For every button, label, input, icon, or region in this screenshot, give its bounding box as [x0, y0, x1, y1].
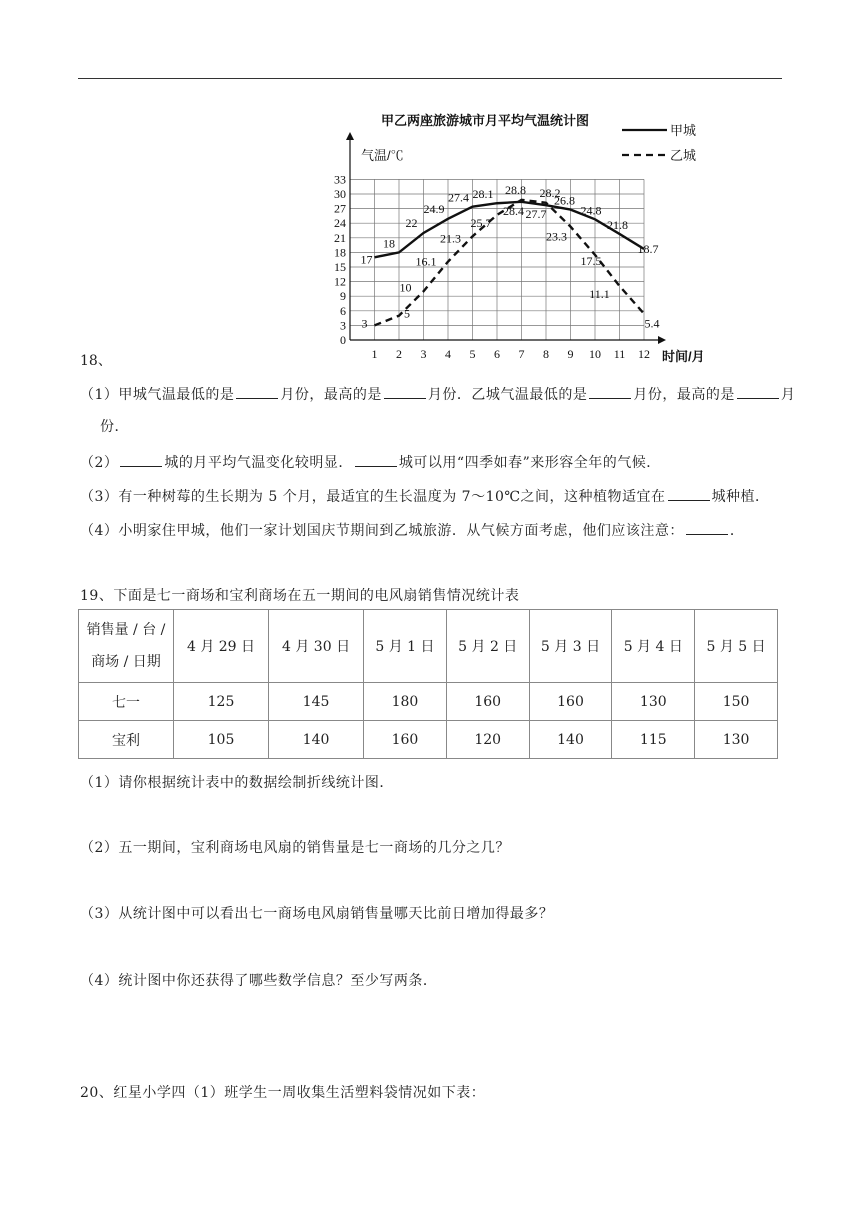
answer-blank[interactable]	[384, 385, 426, 399]
y-tick-label: 33	[334, 172, 346, 187]
y-tick-label: 0	[340, 333, 346, 347]
table-cell: 160	[364, 721, 447, 759]
x-tick-label: 12	[638, 347, 650, 361]
q18-p1-text-c: 月份．乙城气温最低的是	[427, 387, 588, 403]
y-tick-label: 24	[334, 216, 346, 231]
q19-part2: （2）五一期间，宝利商场电风扇的销售量是七一商场的几分之几？	[80, 840, 510, 856]
x-tick-label: 8	[543, 347, 549, 361]
data-label-jia: 18.7	[637, 241, 659, 256]
q18-p2-text-a: （2）	[80, 455, 119, 471]
data-label-jia: 24.8	[580, 203, 602, 218]
table-cell: 125	[174, 683, 269, 721]
x-tick-label: 4	[445, 347, 451, 361]
row-label: 宝利	[79, 721, 174, 759]
data-label-jia: 26.8	[554, 193, 575, 208]
date-header: 5 月 5 日	[695, 610, 778, 683]
y-axis-label: 气温/℃	[361, 148, 404, 163]
x-tick-label: 7	[518, 347, 525, 361]
q18-part3	[80, 486, 770, 506]
table-cell: 140	[269, 721, 364, 759]
table-row	[79, 683, 778, 721]
x-tick-label: 1	[371, 347, 378, 361]
data-label-jia: 24.9	[423, 201, 445, 216]
answer-blank[interactable]	[120, 453, 162, 467]
x-tick-label: 2	[396, 347, 402, 361]
q18-p1-text-b: 月份，最高的是	[280, 387, 382, 403]
data-label-jia: 28.4	[503, 203, 524, 218]
answer-blank[interactable]	[236, 385, 278, 399]
data-label-jia: 22	[405, 215, 418, 230]
chart-title: 甲乙两座旅游城市月平均气温统计图	[380, 113, 590, 128]
table-row	[79, 721, 778, 759]
y-tick-label: 30	[334, 187, 346, 201]
table-cell: 140	[529, 721, 612, 759]
q18-part1	[80, 384, 795, 404]
answer-blank[interactable]	[737, 385, 779, 399]
data-label-yi: 3	[361, 316, 368, 331]
answer-blank[interactable]	[686, 521, 728, 535]
y-tick-label: 6	[340, 303, 346, 318]
data-label-yi: 28.2	[539, 185, 561, 200]
date-header: 4 月 29 日	[174, 610, 269, 683]
x-tick-label: 5	[469, 347, 476, 361]
legend-label-yi: 乙城	[670, 148, 697, 163]
x-axis-label: 时间/月	[662, 349, 705, 364]
y-tick-label: 9	[340, 289, 346, 304]
chart-legend	[622, 123, 696, 163]
table-cell: 120	[446, 721, 529, 759]
data-label-jia: 27.7	[525, 207, 547, 222]
data-label-yi: 5.4	[644, 316, 660, 331]
question-19-title: 19、下面是七一商场和宝利商场在五一期间的电风扇销售情况统计表	[80, 588, 520, 604]
x-tick-label: 3	[420, 347, 427, 361]
y-tick-label: 18	[334, 245, 346, 260]
table-cell: 105	[174, 721, 269, 759]
question-18-number: 18、	[80, 353, 112, 369]
y-tick-label: 21	[334, 230, 346, 245]
x-tick-label: 9	[567, 347, 574, 361]
data-label-jia: 28.1	[472, 187, 494, 202]
data-label-jia: 18	[383, 236, 395, 251]
q18-p2-text-c: 城可以用“四季如春”来形容全年的气候．	[398, 455, 661, 471]
q18-p3-text-a: （3）有一种树莓的生长期为 5 个月，最适宜的生长温度为 7～10	[80, 489, 505, 505]
answer-blank[interactable]	[668, 487, 710, 501]
q18-p4-text-a: （4）小明家住甲城，他们一家计划国庆节期间到乙城旅游．从气候方面考虑，他们应该注意：	[80, 523, 684, 539]
table-cell: 115	[612, 721, 695, 759]
q18-p1-text-e: 月	[780, 387, 796, 403]
data-label-yi: 23.3	[546, 229, 567, 244]
y-tick-label: 27	[334, 201, 346, 216]
y-tick-label: 3	[340, 318, 346, 333]
date-header: 4 月 30 日	[269, 610, 364, 683]
table-cell: 130	[612, 683, 695, 721]
q18-p1-text-a: （1）甲城气温最低的是	[80, 387, 235, 403]
date-header: 5 月 3 日	[529, 610, 612, 683]
y-tick-label: 12	[334, 274, 346, 289]
date-header: 5 月 1 日	[364, 610, 447, 683]
table-cell: 180	[364, 683, 447, 721]
table-cell: 150	[695, 683, 778, 721]
y-tick-label: 15	[334, 260, 346, 274]
row-label: 七一	[79, 683, 174, 721]
q18-part4	[80, 520, 744, 540]
data-label-yi: 28.8	[505, 182, 526, 197]
sales-table	[78, 609, 778, 759]
date-header: 5 月 4 日	[612, 610, 695, 683]
data-label-jia: 27.4	[448, 190, 469, 205]
corner-label-sales: 销售量 / 台 /	[86, 622, 166, 638]
table-corner-cell	[79, 610, 174, 683]
data-label-yi: 17.5	[580, 253, 602, 268]
date-header: 5 月 2 日	[446, 610, 529, 683]
data-label-jia: 21.8	[607, 217, 628, 232]
q19-part1: （1）请你根据统计表中的数据绘制折线统计图．	[80, 775, 394, 791]
answer-blank[interactable]	[355, 453, 397, 467]
data-label-yi: 21.3	[440, 231, 461, 246]
table-header-row	[79, 610, 778, 683]
q19-part4: （4）统计图中你还获得了哪些数学信息？至少写两条．	[80, 973, 438, 989]
q18-p2-text-b: 城的月平均气温变化较明显．	[164, 455, 353, 471]
q18-p1-text-d: 月份，最高的是	[633, 387, 735, 403]
q18-p3-text-c: 城种植．	[711, 489, 770, 505]
q18-p3-text-b: ℃之间，这种植物适宜在	[504, 489, 666, 505]
q18-p4-text-b: ．	[729, 523, 745, 539]
data-label-yi: 16.1	[415, 254, 437, 269]
data-label-yi: 10	[399, 280, 412, 295]
data-label-yi: 11.1	[589, 286, 610, 301]
table-cell: 145	[269, 683, 364, 721]
y-axis-arrow	[346, 132, 354, 140]
data-label-yi: 25.7	[470, 215, 492, 230]
corner-label-store-date: 商场 / 日期	[91, 654, 161, 670]
data-label-yi: 5	[404, 306, 410, 321]
legend-label-jia: 甲城	[670, 123, 697, 138]
x-tick-label: 11	[613, 347, 626, 361]
q18-part2	[80, 452, 661, 472]
temperature-line-chart	[327, 108, 737, 370]
table-cell: 130	[695, 721, 778, 759]
data-label-jia: 17	[360, 252, 373, 267]
header-rule	[78, 78, 782, 79]
x-tick-label: 10	[589, 347, 601, 361]
x-tick-label: 6	[494, 347, 500, 361]
table-cell: 160	[446, 683, 529, 721]
q18-part1-cont: 份．	[100, 419, 129, 435]
question-20-title: 20、红星小学四（1）班学生一周收集生活塑料袋情况如下表：	[80, 1085, 486, 1101]
x-axis-arrow	[658, 336, 666, 344]
table-cell: 160	[529, 683, 612, 721]
q19-part3: （3）从统计图中可以看出七一商场电风扇销售量哪天比前日增加得最多？	[80, 906, 554, 922]
answer-blank[interactable]	[589, 385, 631, 399]
